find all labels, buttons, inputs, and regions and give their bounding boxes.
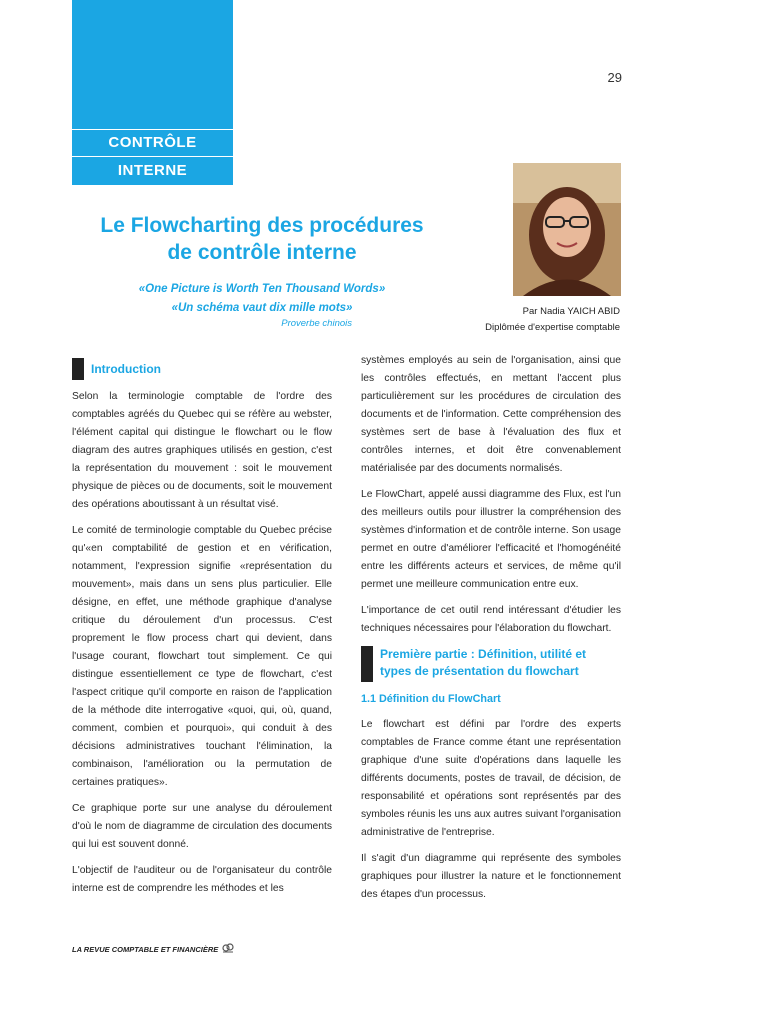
article-title-line1: Le Flowcharting des procédures bbox=[100, 214, 424, 237]
subsection-heading: 1.1 Définition du FlowChart bbox=[361, 693, 501, 705]
heading-bar bbox=[361, 646, 373, 682]
author-byline bbox=[440, 304, 620, 336]
body-paragraph: Ce graphique porte sur une analyse du déroulement d'où le nom de diagramme de circulation des documents qui lui est souvent donné. bbox=[72, 803, 332, 850]
epigraph-english: «One Picture is Worth Ten Thousand Words» bbox=[138, 283, 386, 295]
part-one-heading-line1: Première partie : Définition, utilité et bbox=[380, 647, 587, 661]
footer bbox=[72, 942, 235, 956]
body-paragraph: Il s'agit d'un diagramme qui représente des symboles graphiques pour illustrer la nature et le fonctionnement des étapes d'un processus. bbox=[361, 853, 621, 900]
article-title bbox=[72, 212, 452, 266]
body-paragraph: Le FlowChart, appelé aussi diagramme des Flux, est l'un des meilleurs outils pour illustrer la compréhension des systèmes d'information et de contrôle interne. Son usage permet en outre d'améliorer l'efficacité et l'homogénéité entre les différents acteurs et services, de même qu'il permet une meilleure communication entre eux. bbox=[361, 489, 621, 590]
body-paragraph: Le comité de terminologie comptable du Quebec précise qu'«en comptabilité de gestion et en vérification, notamment, l'expression signifie «représentation du mouvement», mais dans un sens plus particulier. Elle désigne, en effet, une méthode graphique d'analyse critique du déroulement d'un processus. C'est proprement le flow process chart qui devient, dans l'usage courant, flowchart tout simplement. Ce qui distingue essentiellement ce type de flowchart, c'est l'aspect critique qu'il comporte en raison de l'application de la méthode dite interrogative «quoi, qui, où, quand, comment, combien et pourquoi», qui conduit à des décisions administratives touchant l'élimination, la combinaison, l'amélioration ou la permutation de certaines pratiques». bbox=[72, 525, 332, 788]
author-name: Par Nadia YAICH ABID bbox=[522, 306, 620, 317]
left-column bbox=[72, 352, 332, 906]
part-one-heading-line2: types de présentation du flowchart bbox=[380, 664, 579, 678]
epigraph bbox=[72, 280, 452, 318]
epigraph-french: «Un schéma vaut dix mille mots» bbox=[171, 302, 353, 314]
part-one-heading-text bbox=[380, 646, 586, 680]
page-number: 29 bbox=[607, 70, 622, 85]
author-photo bbox=[513, 163, 621, 296]
heading-bar bbox=[72, 358, 84, 380]
introduction-heading-text: Introduction bbox=[91, 362, 161, 376]
footer-publication-name: LA REVUE COMPTABLE ET FINANCIÈRE bbox=[72, 944, 219, 954]
body-paragraph: L'objectif de l'auditeur ou de l'organisateur du contrôle interne est de comprendre les méthodes et les bbox=[72, 865, 332, 894]
part-one-heading bbox=[361, 646, 621, 682]
body-paragraph: systèmes employés au sein de l'organisation, ainsi que les contrôles effectués, en mettant l'accent plus particulièrement sur les procédures de circulation des documents et de l'information. Cette compréhension des systèmes sert de base à l'évaluation des flux et contrôles internes, et doit être convenablement matérialisée par des documents normalisés. bbox=[361, 355, 621, 474]
introduction-heading bbox=[72, 358, 332, 380]
section-tag bbox=[72, 129, 233, 185]
article-title-line2: de contrôle interne bbox=[167, 241, 357, 264]
section-tag-line1: CONTRÔLE bbox=[72, 129, 233, 157]
swirl-logo-icon bbox=[221, 942, 235, 956]
epigraph-source: Proverbe chinois bbox=[281, 318, 352, 329]
body-paragraph: Selon la terminologie comptable de l'ordre des comptables agréés du Quebec qui se réfère au webster, l'élément capital qui distingue le flowchart ou le flow diagram des autres graphiques utilisés en gestion, c'est la représentation du mouvement : soit le mouvement physique de pièces ou de documents, soit le mouvement des opérations aboutissant à un résultat visé. bbox=[72, 391, 332, 510]
author-credential: Diplômée d'expertise comptable bbox=[485, 322, 620, 333]
body-paragraph: L'importance de cet outil rend intéressant d'étudier les techniques nécessaires pour l'élaboration du flowchart. bbox=[361, 605, 621, 634]
body-paragraph: Le flowchart est défini par l'ordre des experts comptables de France comme étant une représentation graphique d'une suite d'opérations dans laquelle les différents documents, postes de travail, de décision, de responsabilité et opérations sont représentés par des symboles réunis les uns aux autres suivant l'organisation administrative de l'entreprise. bbox=[361, 719, 621, 838]
section-tag-line2: INTERNE bbox=[117, 162, 188, 179]
right-column bbox=[361, 352, 621, 912]
